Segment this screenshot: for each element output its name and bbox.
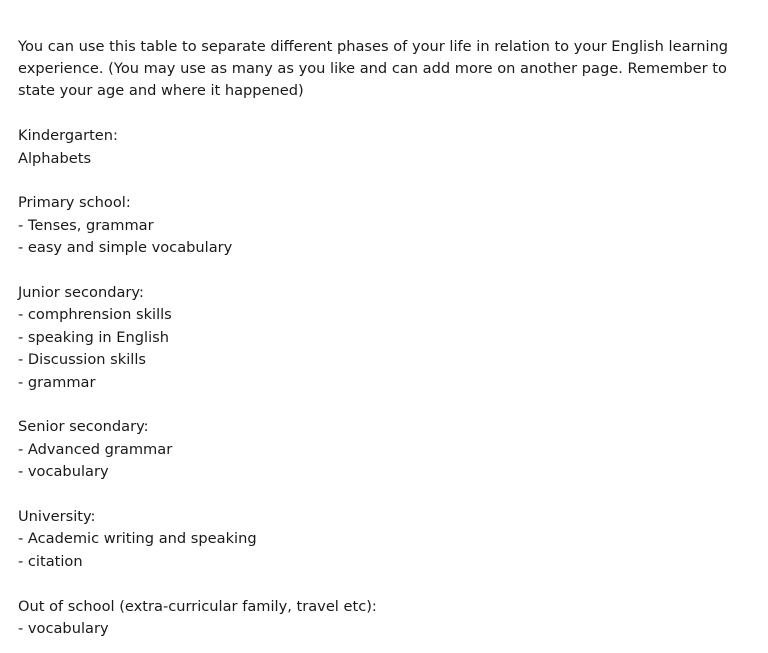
section-item: - speaking in English <box>18 328 169 346</box>
section-junior-secondary <box>18 282 753 394</box>
section-senior-secondary <box>18 416 753 483</box>
section-item: - Tenses, grammar <box>18 216 154 234</box>
section-item: - citation <box>18 552 83 570</box>
section-item: - Advanced grammar <box>18 440 173 458</box>
section-heading: Out of school (extra-curricular family, travel etc): <box>18 597 377 615</box>
section-kindergarten <box>18 125 753 170</box>
section-item: Alphabets <box>18 149 92 167</box>
section-item: - comphrension skills <box>18 306 172 324</box>
section-item: - easy and simple vocabulary <box>18 239 233 257</box>
section-out-of-school <box>18 596 753 641</box>
section-heading: Kindergarten: <box>18 127 118 145</box>
section-item: - Discussion skills <box>18 351 146 369</box>
document-page <box>18 21 753 640</box>
section-heading: Junior secondary: <box>18 284 144 302</box>
section-heading: Senior secondary: <box>18 418 149 436</box>
section-heading: University: <box>18 508 96 526</box>
section-item: - grammar <box>18 373 96 391</box>
section-item: - vocabulary <box>18 620 109 638</box>
section-heading: Primary school: <box>18 194 131 212</box>
section-university <box>18 506 753 573</box>
section-item: - Academic writing and speaking <box>18 530 257 548</box>
intro-paragraph: You can use this table to separate different phases of your life in relation to your English learning experience. (You may use as many as you like and can add more on another page. Remember to state your age and where it happened) <box>18 37 729 100</box>
section-item: - vocabulary <box>18 463 109 481</box>
section-primary-school <box>18 192 753 259</box>
